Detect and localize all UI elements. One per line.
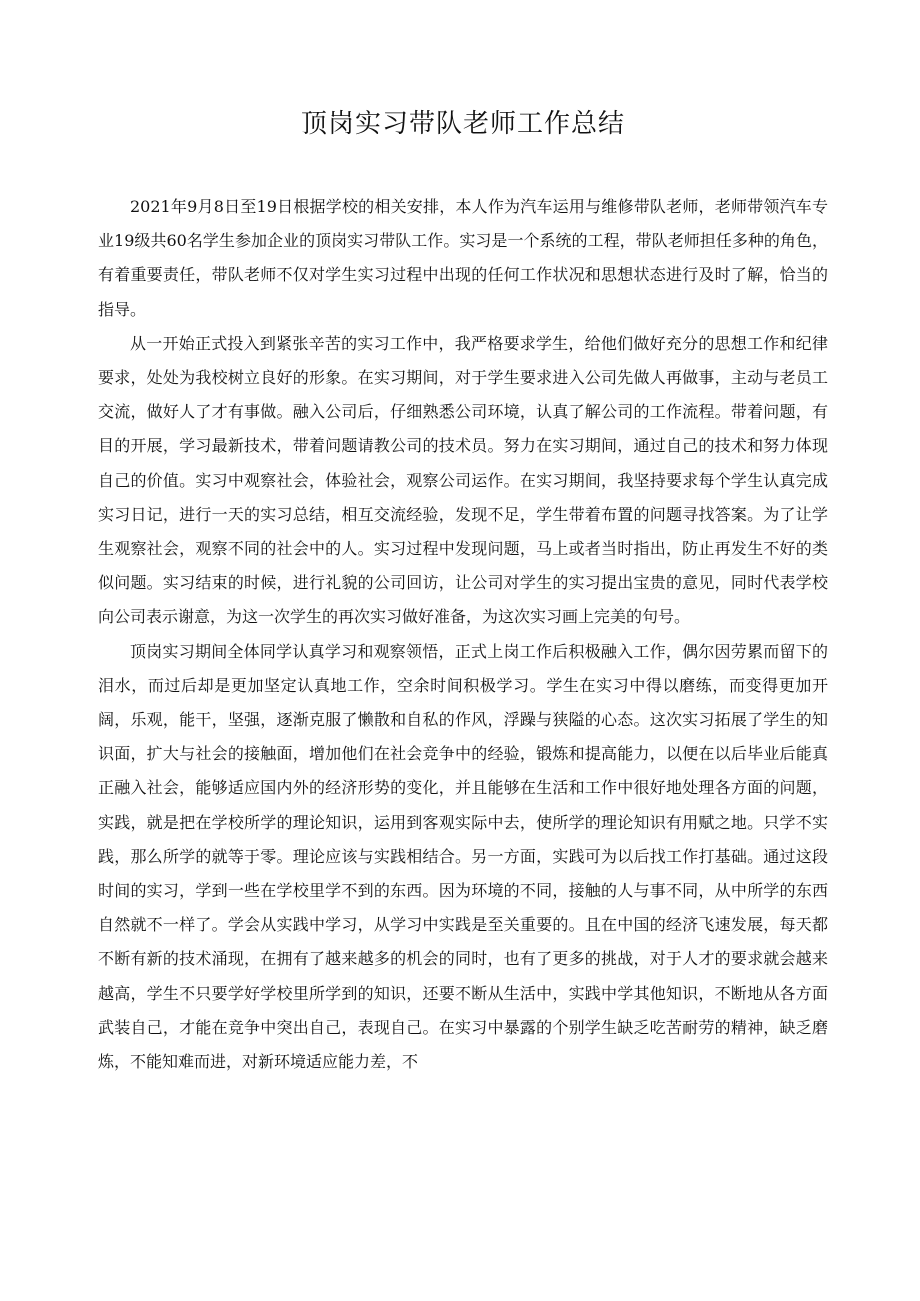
paragraph-2: 从一开始正式投入到紧张辛苦的实习工作中，我严格要求学生，给他们做好充分的思想工作和纪律要求，处处为我校树立良好的形象。在实习期间，对于学生要求进入公司先做人再做事，主动与老员工交流，做好人了才有事做。融入公司后，仔细熟悉公司环境，认真了解公司的工作流程。带着问题，有目的开展，学习最新技术，带着问题请教公司的技术员。努力在实习期间，通过自己的技术和努力体现自己的价值。实习中观察社会，体验社会，观察公司运作。在实习期间，我坚持要求每个学生认真完成实习日记，进行一天的实习总结，相互交流经验，发现不足，学生带着布置的问题寻找答案。为了让学生观察社会，观察不同的社会中的人。实习过程中发现问题，马上或者当时指出，防止再发生不好的类似问题。实习结束的时候，进行礼貌的公司回访，让公司对学生的实习提出宝贵的意见，同时代表学校向公司表示谢意，为这一次学生的再次实习做好准备，为这次实习画上完美的句号。 bbox=[98, 333, 828, 627]
document-page bbox=[98, 0, 828, 1079]
document-title: 顶岗实习带队老师工作总结 bbox=[300, 109, 625, 139]
document-body bbox=[98, 190, 828, 1079]
paragraph-1: 2021年9月8日至19日根据学校的相关安排，本人作为汽车运用与维修带队老师，老师带领汽车专业19级共60名学生参加企业的顶岗实习带队工作。实习是一个系统的工程，带队老师担任多种的角色，有着重要责任，带队老师不仅对学生实习过程中出现的任何工作状况和思想状态进行及时了解，恰当的指导。 bbox=[98, 197, 828, 319]
paragraph-3: 顶岗实习期间全体同学认真学习和观察领悟，正式上岗工作后积极融入工作，偶尔因劳累而留下的泪水，而过后却是更加坚定认真地工作，空余时间积极学习。学生在实习中得以磨练，而变得更加开阔，乐观，能干，坚强，逐渐克服了懒散和自私的作风，浮躁与狭隘的心态。这次实习拓展了学生的知识面，扩大与社会的接触面，增加他们在社会竞争中的经验，锻炼和提高能力，以便在以后毕业后能真正融入社会，能够适应国内外的经济形势的变化，并且能够在生活和工作中很好地处理各方面的问题，实践，就是把在学校所学的理论知识，运用到客观实际中去，使所学的理论知识有用赋之地。只学不实践，那么所学的就等于零。理论应该与实践相结合。另一方面，实践可为以后找工作打基础。通过这段时间的实习，学到一些在学校里学不到的东西。因为环境的不同，接触的人与事不同，从中所学的东西自然就不一样了。学会从实践中学习，从学习中实践是至关重要的。且在中国的经济飞速发展，每天都不断有新的技术涌现，在拥有了越来越多的机会的同时，也有了更多的挑战，对于人才的要求就会越来越高，学生不只要学好学校里所学到的知识，还要不断从生活中，实践中学其他知识，不断地从各方面武装自己，才能在竞争中突出自己，表现自己。在实习中暴露的个别学生缺乏吃苦耐劳的精神，缺乏磨炼，不能知难而进，对新环境适应能力差，不 bbox=[98, 641, 828, 1072]
